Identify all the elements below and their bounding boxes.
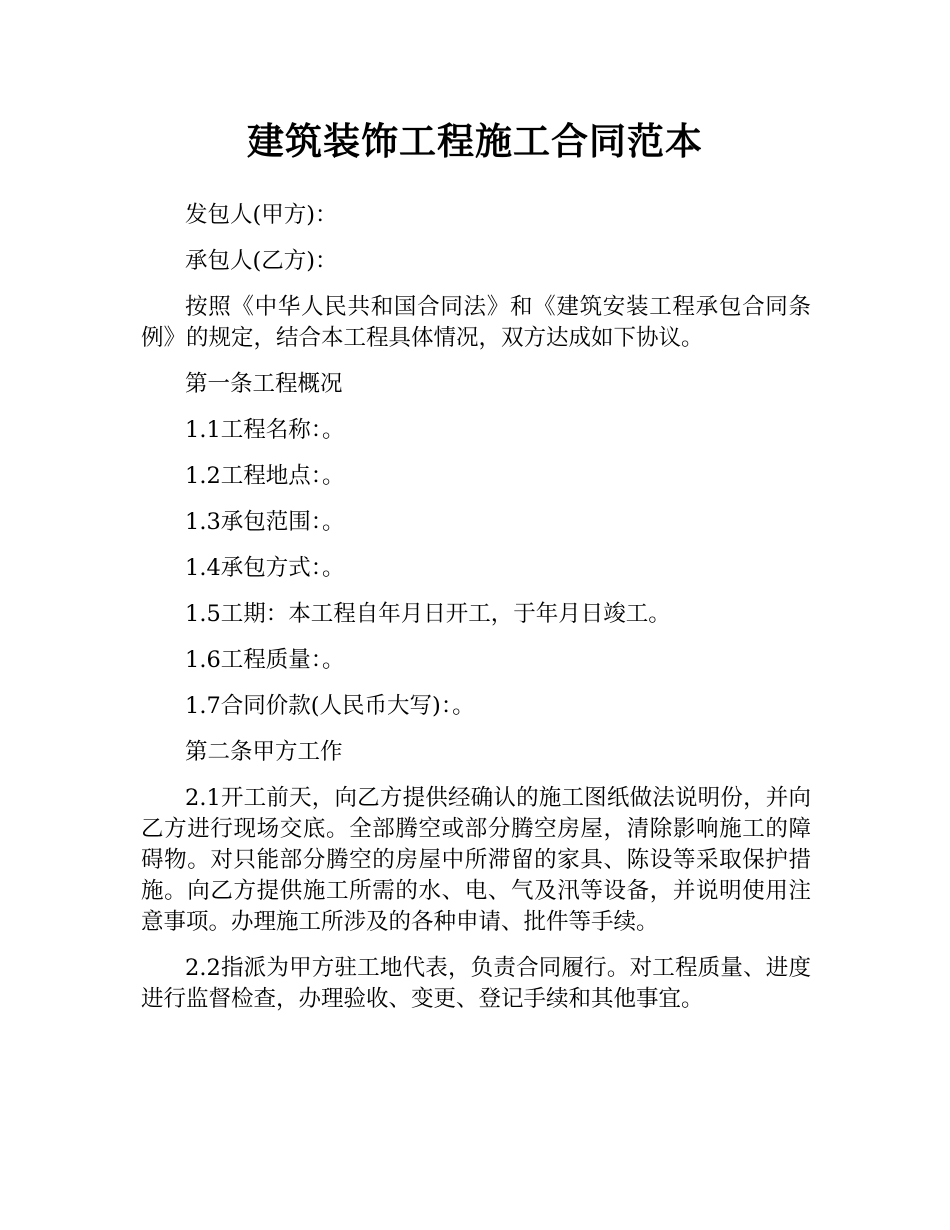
document-title: 建筑装饰工程施工合同范本 xyxy=(247,120,703,163)
clause-1-7: 1.7合同价款(人民币大写)：。 xyxy=(185,693,475,719)
clause-1-5: 1.5工期：本工程自年月日开工，于年月日竣工。 xyxy=(185,601,671,627)
clause-1-3: 1.3承包范围：。 xyxy=(185,509,345,535)
article-1-heading: 第一条工程概况 xyxy=(185,371,343,397)
party-b-line: 承包人(乙方)： xyxy=(185,248,338,274)
article-2-heading: 第二条甲方工作 xyxy=(185,739,343,765)
document-body xyxy=(141,200,811,1030)
clause-1-1: 1.1工程名称：。 xyxy=(185,417,345,443)
clause-1-4: 1.4承包方式：。 xyxy=(185,555,345,581)
clause-2-1: 2.1开工前天，向乙方提供经确认的施工图纸做法说明份，并向乙方进行现场交底。全部腾空或部分腾空房屋，清除影响施工的障碍物。对只能部分腾空的房屋中所滞留的家具、陈设等采取保护措施。向乙方提供施工所需的水、电、气及汛等设备，并说明使用注意事项。办理施工所涉及的各种申请、批件等手续。 xyxy=(141,785,811,935)
preamble-paragraph: 按照《中华人民共和国合同法》和《建筑安装工程承包合同条例》的规定，结合本工程具体情况，双方达成如下协议。 xyxy=(141,294,811,351)
clause-1-2: 1.2工程地点：。 xyxy=(185,463,345,489)
party-a-line: 发包人(甲方)： xyxy=(185,202,338,228)
clause-2-2: 2.2指派为甲方驻工地代表，负责合同履行。对工程质量、进度进行监督检查，办理验收、变更、登记手续和其他事宜。 xyxy=(141,955,811,1012)
clause-1-6: 1.6工程质量：。 xyxy=(185,647,345,673)
